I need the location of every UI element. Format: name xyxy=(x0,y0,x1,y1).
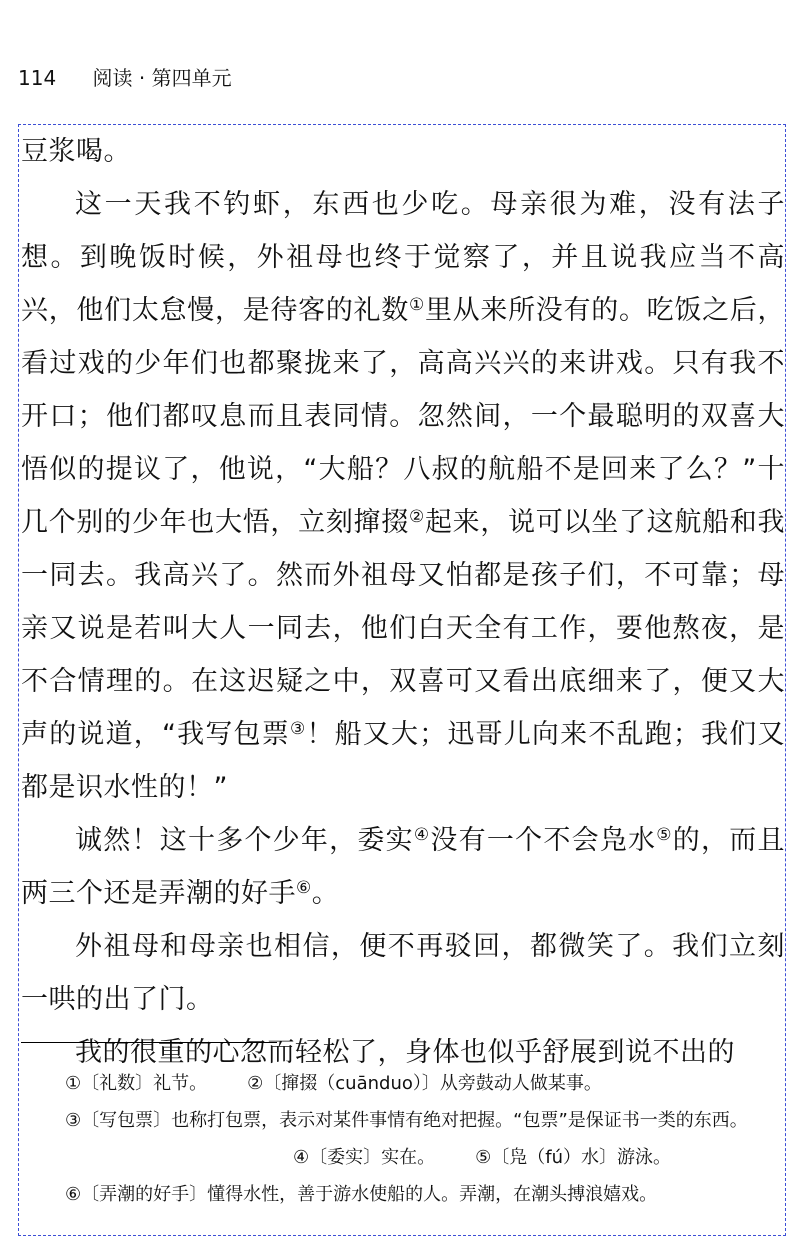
paragraph-text: 的，而且两三个还是弄潮的好手 xyxy=(21,825,786,909)
footnote-ref-1[interactable]: ① xyxy=(408,295,425,315)
footnote-ref-2[interactable]: ② xyxy=(408,507,425,527)
paragraph-3 xyxy=(21,814,785,920)
paragraph-4 xyxy=(21,920,785,1026)
footnote-line-3 xyxy=(21,1139,783,1176)
paragraph-text: 我的很重的心忽而轻松了，身体也似乎舒展到说不出的 xyxy=(75,1037,735,1068)
content-frame xyxy=(18,124,786,1236)
footnote-3: ③〔写包票〕也称打包票，表示对某件事情有绝对把握。“包票”是保证书一类的东西。 xyxy=(65,1110,748,1131)
paragraph-text: 这一天我不钓虾，东西也少吃。母亲很为难，没有法子想。到晚饭时候，外祖母也终于觉察了，并且说我应当不高兴，他们太怠慢，是待客的礼数 xyxy=(21,189,785,326)
footnotes xyxy=(21,1065,783,1213)
footnote-line-1 xyxy=(21,1065,783,1102)
page-header xyxy=(18,62,232,91)
paragraph-text: 诚然！这十多个少年，委实 xyxy=(75,825,414,856)
footnote-2: ②〔撺掇（cuānduo）〕从旁鼓动人做某事。 xyxy=(247,1073,602,1094)
footnote-ref-3[interactable]: ③ xyxy=(289,719,307,739)
paragraph-text: 起来，说可以坐了这航船和我一同去。我高兴了。然而外祖母又怕都是孩子们，不可靠；母亲又说是若叫大人一同去，他们白天全有工作，要他熬夜，是不合情理的。在这迟疑之中，双喜可又看出底细来了，便又大声的说道，“我写包票 xyxy=(21,507,786,750)
footnote-ref-5[interactable]: ⑤ xyxy=(656,825,673,845)
paragraph-text: 外祖母和母亲也相信，便不再驳回，都微笑了。我们立刻一哄的出了门。 xyxy=(21,931,785,1015)
paragraph-2 xyxy=(21,178,785,814)
footnote-ref-4[interactable]: ④ xyxy=(413,825,431,845)
footnote-separator xyxy=(21,1042,277,1043)
running-title: 阅读 · 第四单元 xyxy=(92,66,232,90)
footnote-ref-6[interactable]: ⑥ xyxy=(296,878,312,898)
paragraph-text: 豆浆喝。 xyxy=(21,136,131,167)
paragraph-text: 里从来所没有的。吃饭之后，看过戏的少年们也都聚拢来了，高高兴兴的来讲戏。只有我不开口；他们都叹息而且表同情。忽然间，一个最聪明的双喜大悟似的提议了，他说，“大船？八叔的航船不是回来了么？”十几个别的少年也大悟，立刻撺掇 xyxy=(21,295,786,538)
page-number: 114 xyxy=(18,66,57,90)
paragraph-1 xyxy=(21,125,785,178)
paragraph-text: 没有一个不会凫水 xyxy=(430,825,657,856)
body-text xyxy=(21,125,785,1079)
footnote-6: ⑥〔弄潮的好手〕懂得水性，善于游水使船的人。弄潮，在潮头搏浪嬉戏。 xyxy=(65,1184,658,1205)
paragraph-text: 。 xyxy=(311,878,340,909)
paragraph-text: ！船又大；迅哥儿向来不乱跑；我们又都是识水性的！” xyxy=(21,719,785,803)
footnote-5: ⑤〔凫（fú）水〕游泳。 xyxy=(475,1147,672,1168)
footnote-4: ④〔委实〕实在。 xyxy=(293,1147,436,1168)
footnote-1: ①〔礼数〕礼节。 xyxy=(65,1073,208,1094)
